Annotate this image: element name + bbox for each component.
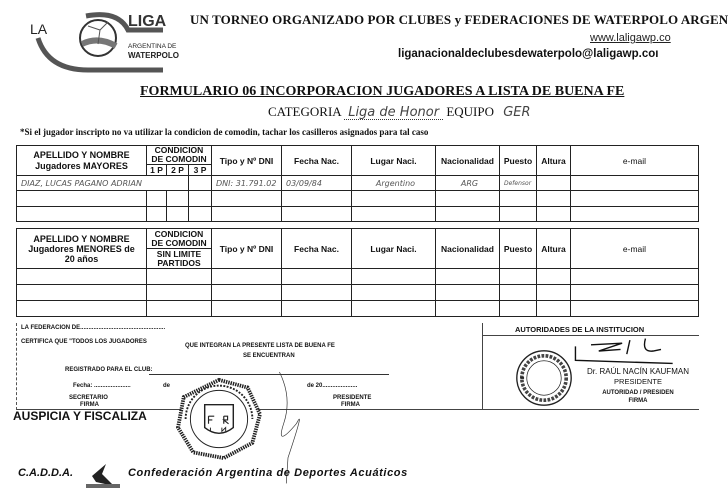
- header-1p: 1 P: [147, 165, 167, 176]
- president-name: Dr. RAÚL NACÍN KAUFMAN: [587, 367, 689, 376]
- cell-dni[interactable]: [212, 285, 282, 301]
- header-condicion: [147, 146, 212, 165]
- header-condicion-label: CONDICION: [154, 145, 204, 155]
- cell-altura[interactable]: [537, 285, 571, 301]
- cell-1p[interactable]: [147, 207, 167, 222]
- cell-lugar[interactable]: [352, 207, 436, 222]
- cell-puesto[interactable]: [500, 301, 537, 317]
- cell-dni[interactable]: [212, 301, 282, 317]
- cell-dni[interactable]: DNI: 31.791.02: [212, 176, 282, 191]
- cell-nombre[interactable]: [17, 207, 147, 222]
- de-label: de: [163, 383, 171, 389]
- club-field-line[interactable]: [149, 374, 389, 375]
- table-row: [17, 301, 699, 317]
- cell-comodin[interactable]: [147, 269, 212, 285]
- cell-nombre[interactable]: [17, 285, 147, 301]
- integran-text: QUE INTEGRAN LA PRESENTE LISTA DE BUENA FE: [185, 343, 335, 349]
- categoria-field[interactable]: [344, 104, 443, 120]
- cell-1p[interactable]: [147, 191, 167, 207]
- cell-puesto[interactable]: [500, 191, 537, 207]
- header-nombre-label: APELLIDO Y NOMBRE: [33, 233, 130, 244]
- header-sin-limite: [147, 249, 212, 269]
- svg-text:ARGENTINA DE: ARGENTINA DE: [128, 43, 177, 50]
- cell-email[interactable]: [571, 176, 699, 191]
- header-nombre-mayores: [17, 146, 147, 176]
- authorities-title: AUTORIDADES DE LA INSTITUCION: [515, 325, 645, 334]
- presidente-label: PRESIDENTE: [333, 395, 372, 401]
- la-liga-logo: [28, 8, 179, 78]
- cell-dni[interactable]: [212, 269, 282, 285]
- president-signature: [563, 337, 689, 365]
- cell-nacionalidad[interactable]: [436, 191, 500, 207]
- cell-lugar[interactable]: [352, 269, 436, 285]
- menores-table: [16, 228, 699, 317]
- cell-2p[interactable]: [167, 207, 189, 222]
- cell-fecha[interactable]: [282, 285, 352, 301]
- cell-lugar[interactable]: [352, 191, 436, 207]
- cell-altura[interactable]: [537, 176, 571, 191]
- cell-email[interactable]: [571, 191, 699, 207]
- cell-fecha[interactable]: [282, 191, 352, 207]
- header-fecha: Fecha Nac.: [282, 146, 352, 176]
- website-link[interactable]: www.laligawp.co: [590, 32, 671, 44]
- cell-2p[interactable]: [167, 191, 189, 207]
- cell-puesto[interactable]: [500, 285, 537, 301]
- institution-authorities: [482, 323, 699, 410]
- header-3p: 3 P: [189, 165, 212, 176]
- header-puesto: Puesto: [500, 146, 537, 176]
- cell-comodin[interactable]: [147, 301, 212, 317]
- autoridad-label: AUTORIDAD / PRESIDEN: [602, 390, 674, 396]
- header-nacionalidad: Nacionalidad: [436, 146, 500, 176]
- table-row: [17, 207, 699, 222]
- header-nombre-label: APELLIDO Y NOMBRE: [33, 149, 130, 160]
- table-row: [17, 269, 699, 285]
- header-dni: Tipo y Nº DNI: [212, 146, 282, 176]
- table-row: [17, 191, 699, 207]
- encuentran-text: SE ENCUENTRAN: [243, 353, 295, 359]
- table-row: [17, 176, 699, 191]
- cell-email[interactable]: [571, 301, 699, 317]
- cell-nacionalidad[interactable]: [436, 207, 500, 222]
- cell-altura[interactable]: [537, 301, 571, 317]
- cell-email[interactable]: [571, 207, 699, 222]
- cell-nacionalidad[interactable]: [436, 269, 500, 285]
- header-altura: Altura: [537, 229, 571, 269]
- header-condicion: [147, 229, 212, 249]
- presidente-firma: FIRMA: [341, 402, 360, 408]
- logo-la: LA: [30, 21, 48, 37]
- cell-lugar[interactable]: [352, 285, 436, 301]
- header-nombre-sub2: 20 años: [64, 253, 99, 264]
- comodin-note: *Si el jugador inscripto no va utilizar la condicion de comodin, tachar los casilleros asignados para tal caso: [20, 127, 429, 137]
- table-row: [17, 285, 699, 301]
- cell-3p[interactable]: [189, 191, 212, 207]
- cell-nombre[interactable]: DIAZ, LUCAS PAGANO ADRIAN: [17, 176, 189, 191]
- certifica-text: CERTIFICA QUE "TODOS LOS JUGADORES: [21, 339, 147, 345]
- header-condicion-label2: DE COMODIN: [151, 154, 207, 164]
- cell-3p[interactable]: [189, 207, 212, 222]
- mayores-table: [16, 145, 699, 222]
- cell-dni[interactable]: [212, 207, 282, 222]
- header-nombre-sub: Jugadores MAYORES: [35, 160, 128, 171]
- cell-nombre[interactable]: [17, 191, 147, 207]
- header-puesto: Puesto: [500, 229, 537, 269]
- header-fecha: Fecha Nac.: [282, 229, 352, 269]
- cell-fecha[interactable]: 03/09/84: [282, 176, 352, 191]
- cell-altura[interactable]: [537, 191, 571, 207]
- header-condicion-label2: DE COMODIN: [151, 237, 207, 248]
- equipo-label: EQUIPO: [446, 104, 494, 119]
- header-dni: Tipo y Nº DNI: [212, 229, 282, 269]
- cell-lugar[interactable]: [352, 301, 436, 317]
- cell-3p[interactable]: [189, 176, 212, 191]
- secretario-label: SECRETARIO: [69, 395, 108, 401]
- divider: [483, 335, 699, 336]
- header-email: e-mail: [571, 229, 699, 269]
- categoria-label: CATEGORIA: [268, 104, 341, 119]
- cell-lugar[interactable]: Argentino: [352, 176, 436, 191]
- organizer-text: UN TORNEO ORGANIZADO POR CLUBES y FEDERACIONES DE WATERPOLO ARGEN: [190, 12, 728, 27]
- cell-puesto[interactable]: [500, 207, 537, 222]
- cell-fecha[interactable]: [282, 301, 352, 317]
- equipo-value[interactable]: GER: [503, 105, 531, 120]
- cell-nacionalidad[interactable]: ARG: [436, 176, 500, 191]
- cadda-acronym: C.A.D.D.A.: [18, 467, 73, 479]
- header-2p: 2 P: [167, 165, 189, 176]
- cell-nacionalidad[interactable]: [436, 285, 500, 301]
- logo-liga: LIGA: [128, 13, 167, 30]
- header-lugar: Lugar Naci.: [352, 229, 436, 269]
- header-condicion-label: CONDICION: [154, 228, 204, 239]
- svg-text:WATERPOLO: WATERPOLO: [128, 51, 179, 60]
- cell-nombre[interactable]: [17, 301, 147, 317]
- cell-fecha[interactable]: [282, 269, 352, 285]
- club-stamp: [515, 349, 573, 407]
- email-link[interactable]: liganacionaldeclubesdewaterpolo@laligawp.coı: [398, 48, 659, 60]
- cell-nacionalidad[interactable]: [436, 301, 500, 317]
- auspicia-label: AUSPICIA Y FISCALIZA: [13, 409, 147, 423]
- authorities-text-column: [579, 367, 697, 405]
- confederacion-name: Confederación Argentina de Deportes Acuáticos: [128, 467, 408, 479]
- header-nacionalidad: Nacionalidad: [436, 229, 500, 269]
- cell-email[interactable]: [571, 285, 699, 301]
- cadda-logo-icon: [86, 462, 120, 490]
- cell-altura[interactable]: [537, 207, 571, 222]
- fecha-field[interactable]: Fecha: ......................: [73, 383, 131, 389]
- header-email: e-mail: [571, 146, 699, 176]
- cell-puesto[interactable]: Defensor: [500, 176, 537, 191]
- header-sin-limite-label: SIN LIMITE: [156, 248, 202, 259]
- categoria-line: [268, 104, 531, 120]
- cell-email[interactable]: [571, 269, 699, 285]
- cell-nombre[interactable]: [17, 269, 147, 285]
- cell-altura[interactable]: [537, 269, 571, 285]
- registrado-label: REGISTRADO PARA EL CLUB:: [65, 367, 153, 373]
- header-nombre-sub: Jugadores MENORES de: [28, 243, 135, 254]
- header-altura: Altura: [537, 146, 571, 176]
- federacion-field[interactable]: LA FEDERACION DE...................................................: [21, 325, 166, 331]
- cell-dni[interactable]: [212, 191, 282, 207]
- autoridad-firma: FIRMA: [628, 398, 648, 404]
- header-nombre-menores: [17, 229, 147, 269]
- president-role: PRESIDENTE: [614, 377, 662, 386]
- cell-fecha[interactable]: [282, 207, 352, 222]
- header-partidos-label: PARTIDOS: [157, 257, 201, 268]
- form-title: FORMULARIO 06 INCORPORACION JUGADORES A LISTA DE BUENA FE: [140, 84, 625, 99]
- header-lugar: Lugar Naci.: [352, 146, 436, 176]
- federacion-stamp: [176, 378, 262, 460]
- categoria-value: Liga de Honor: [348, 105, 440, 120]
- cell-comodin[interactable]: [147, 285, 212, 301]
- secretario-firma: FIRMA: [80, 402, 99, 408]
- anio-field[interactable]: de 20.....................: [307, 383, 358, 389]
- cell-puesto[interactable]: [500, 269, 537, 285]
